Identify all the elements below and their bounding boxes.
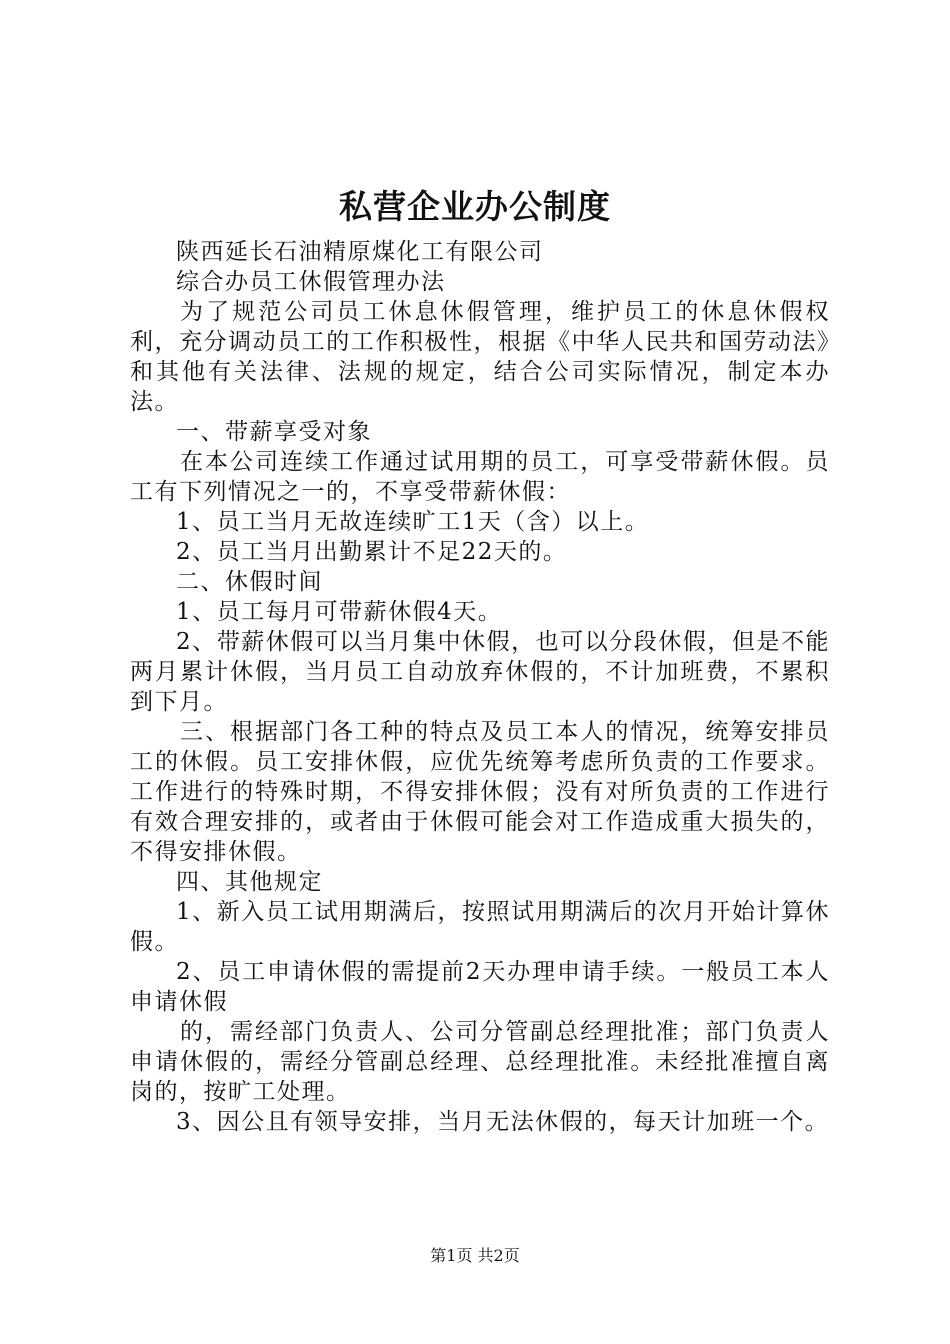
document-body xyxy=(130,237,830,1137)
list-item: 1、新入员工试用期满后，按照试用期满后的次月开始计算休假。 xyxy=(130,899,830,955)
paragraph: 在本公司连续工作通过试用期的员工，可享受带薪休假。员工有下列情况之一的，不享受带薪休假： xyxy=(130,449,830,505)
list-item: 2、员工申请休假的需提前2天办理申请手续。一般员工本人申请休假 xyxy=(130,959,830,1015)
section-heading-2: 二、休假时间 xyxy=(176,569,323,595)
document-title: 私营企业办公制度 xyxy=(339,187,611,226)
company-name: 陕西延长石油精原煤化工有限公司 xyxy=(176,239,544,265)
list-item: 2、员工当月出勤累计不足22天的。 xyxy=(176,539,568,565)
paragraph-intro: 为了规范公司员工休息休假管理，维护员工的休息休假权利，充分调动员工的工作积极性，根据《中华人民共和国劳动法》和其他有关法律、法规的规定，结合公司实际情况，制定本办法。 xyxy=(130,299,830,415)
list-item: 2、带薪休假可以当月集中休假，也可以分段休假，但是不能两月累计休假，当月员工自动放弃休假的，不计加班费，不累积到下月。 xyxy=(130,629,830,715)
list-item: 1、员工当月无故连续旷工1天（含）以上。 xyxy=(176,509,650,535)
section-heading-4: 四、其他规定 xyxy=(176,869,323,895)
section-heading-1: 一、带薪享受对象 xyxy=(176,419,372,445)
list-item: 3、因公且有领导安排，当月无法休假的，每天计加班一个。 xyxy=(176,1109,830,1135)
page-number: 第1页 共2页 xyxy=(430,1246,520,1265)
paragraph: 的，需经部门负责人、公司分管副总经理批准；部门负责人申请休假的，需经分管副总经理、总经理批准。未经批准擅自离岗的，按旷工处理。 xyxy=(130,1019,830,1105)
document-subtitle: 综合办员工休假管理办法 xyxy=(176,269,446,295)
section-paragraph-3: 三、根据部门各工种的特点及员工本人的情况，统筹安排员工的休假。员工安排休假，应优先统筹考虑所负责的工作要求。工作进行的特殊时期，不得安排休假；没有对所负责的工作进行有效合理安排的，或者由于休假可能会对工作造成重大损失的，不得安排休假。 xyxy=(130,719,830,865)
list-item: 1、员工每月可带薪休假4天。 xyxy=(176,599,503,625)
